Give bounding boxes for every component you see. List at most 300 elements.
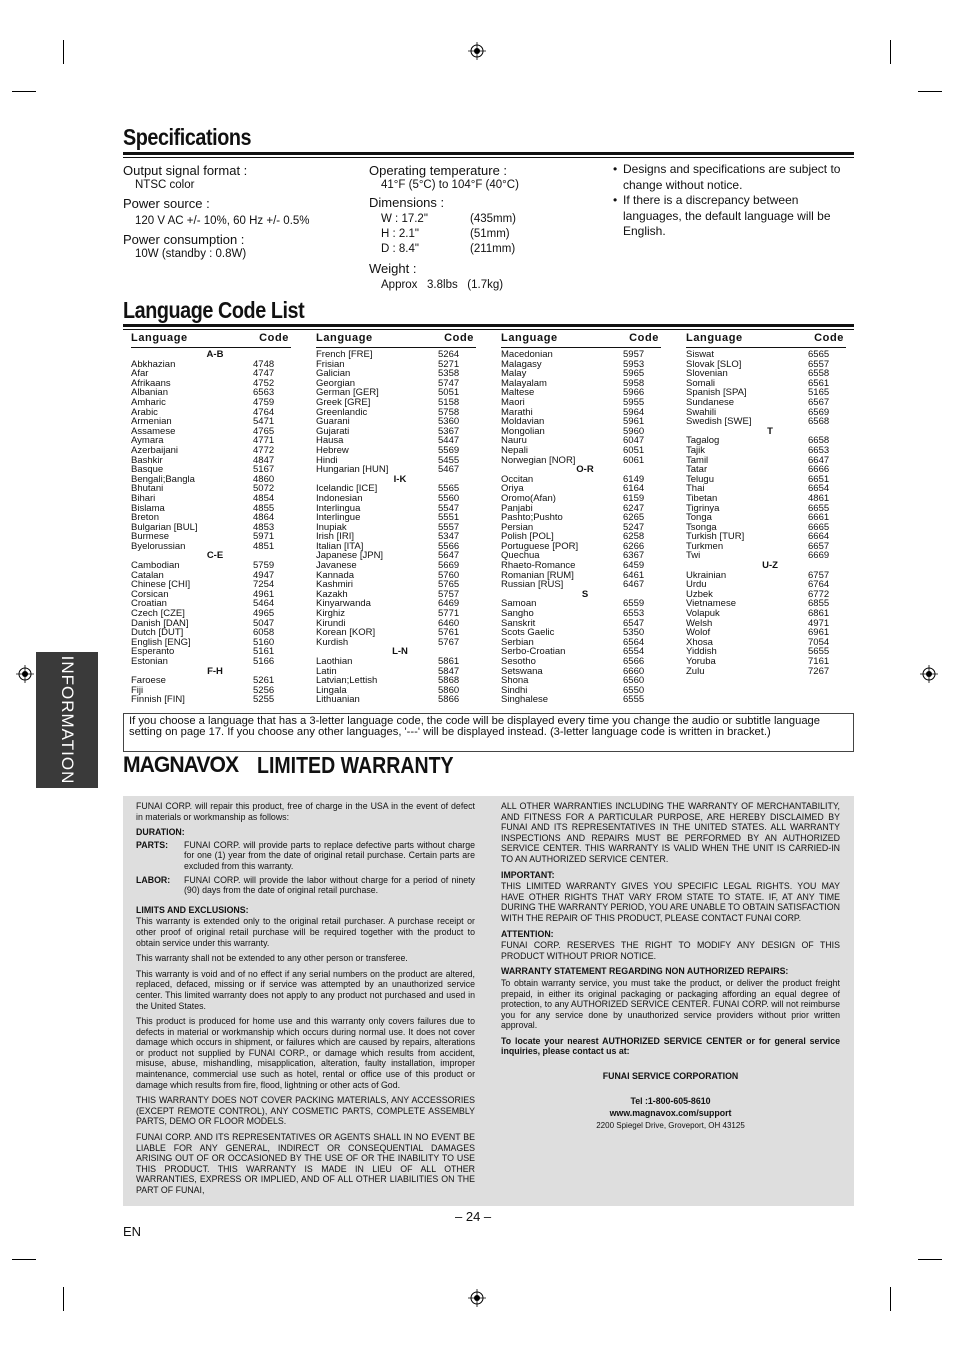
spec-note: • If there is a discrepancy between languages, the default language will be English. — [613, 193, 853, 240]
language-code: 4971 — [808, 617, 830, 629]
language-name: Armenian — [131, 416, 172, 428]
language-code: 5455 — [438, 454, 460, 466]
crop-mark — [63, 40, 64, 64]
language-code: 4847 — [253, 454, 275, 466]
language-code: 5367 — [438, 425, 460, 437]
language-name: Nauru — [501, 435, 527, 447]
language-row — [501, 580, 661, 590]
language-name: Serbo-Croatian — [501, 646, 566, 658]
language-code: 5866 — [438, 694, 460, 706]
language-section-header: L-N — [392, 646, 408, 658]
language-code: 5047 — [253, 617, 275, 629]
language-section-header: S — [581, 588, 589, 600]
language-code: 6554 — [623, 646, 645, 658]
language-name: Twi — [686, 550, 701, 562]
language-code: 5051 — [438, 387, 460, 399]
language-name: Yiddish — [686, 646, 717, 658]
language-name: Arabic — [131, 406, 158, 418]
language-code: 4748 — [253, 358, 275, 370]
output-signal-label: Output signal format : — [123, 163, 248, 178]
language-name: Irish [IRI] — [316, 531, 355, 543]
language-name: Siswat — [686, 349, 714, 360]
language-code: 6666 — [808, 464, 830, 476]
language-code: 6459 — [623, 560, 645, 572]
language-name: Ukrainian — [686, 569, 727, 581]
language-name: Bashkir — [131, 454, 163, 466]
language-name: Turkish [TUR] — [686, 531, 745, 543]
language-code: 6647 — [808, 454, 830, 466]
language-name: Panjabi — [501, 502, 533, 514]
language-name: Faroese — [131, 675, 166, 687]
language-code: 5767 — [438, 636, 460, 648]
language-name: Marathi — [501, 406, 533, 418]
language-code: 6265 — [623, 512, 645, 524]
language-section-header: C-E — [206, 550, 224, 562]
language-code: 6460 — [438, 617, 460, 629]
parts-row — [136, 840, 475, 872]
language-code: 6657 — [808, 540, 830, 552]
header-code: Code — [444, 332, 474, 344]
labor-label: LABOR: — [136, 874, 171, 885]
language-list-title: Language Code List — [123, 297, 305, 323]
language-code: 6061 — [623, 454, 645, 466]
language-name: Chinese [CHI] — [131, 579, 191, 591]
header-language: Language — [686, 332, 743, 344]
language-name: Setswana — [501, 665, 543, 677]
language-name: Japanese [JPN] — [316, 550, 384, 562]
language-name: Bihari — [131, 492, 156, 504]
language-name: Hungarian [HUN] — [316, 464, 389, 476]
language-name: Afrikaans — [131, 377, 171, 389]
language-name: Malagasy — [501, 358, 542, 370]
language-code: 5160 — [253, 636, 275, 648]
language-name: Fiji — [131, 684, 144, 696]
language-name: Catalan — [131, 569, 164, 581]
language-code: 7254 — [253, 579, 275, 591]
language-code: 5955 — [623, 396, 645, 408]
language-name: Sundanese — [686, 396, 735, 408]
language-code: 6560 — [623, 675, 645, 687]
weight-value: Approx 3.8lbs (1.7kg) — [381, 279, 504, 291]
language-code: 6559 — [623, 598, 645, 610]
header-language: Language — [316, 332, 373, 344]
language-code: 5765 — [438, 579, 460, 591]
language-name: Abkhazian — [131, 358, 176, 370]
dimension-metric: (435mm) — [470, 213, 517, 225]
language-code: 6550 — [623, 684, 645, 696]
language-code: 6655 — [808, 502, 830, 514]
language-code: 5271 — [438, 358, 460, 370]
wsnar-text: To obtain warranty service, you must take the product, or deliver the product freight prepaid, in either its original packaging or packaging affording an equal degree of protection, to any AUTHORIZED SERVICE CENTER. FUNAI CORP. will not reimburse you for any service done by unauthorized service providers without prior written approval. — [501, 977, 840, 1031]
side-tab-label: INFORMATION — [58, 655, 77, 785]
language-code: 6563 — [253, 387, 275, 399]
registration-mark-icon — [468, 42, 486, 60]
language-code: 5565 — [438, 483, 460, 495]
crop-mark — [918, 1259, 942, 1260]
language-code: 5247 — [623, 521, 645, 533]
language-section-header: A-B — [206, 349, 224, 360]
duration-label: DURATION: — [136, 827, 185, 838]
language-name: Burmese — [131, 531, 170, 543]
warranty-paragraph: This product is produced for home use and this warranty only covers failures due to defects in material or workmanship which occurs during normal use. It does not cover damage which occurs in shipment, or failures which are caused by repairs, alterations or product not supplied by FUNAI CORP., or damage which results from accident, misuse, abuse, mishandling, misapplication, alteration, faulty installation, improper maintenance, commercial use such as hotel, rental or office use of this product or damage which results from fire, flood, lightning or other acts of God. — [136, 1016, 475, 1090]
language-row — [131, 695, 291, 705]
warranty-paragraph: ALL OTHER WARRANTIES INCLUDING THE WARRANTY OF MERCHANTABILITY, AND FITNESS FOR A PARTICULAR PURPOSE, ARE HEREBY DISCLAIMED BY FUNAI AND ITS REPRESENTATIVES IN THE UNITED STATES. ALL WARRANTY INSPECTIONS AND REPAIRS MUST BE PERFORMED BY AN AUTHORIZED SERVICE CENTER. THIS WARRANTY IS VALID WHEN THE UNIT IS CARRIED-IN TO AN AUTHORIZED SERVICE CENTER. — [501, 801, 840, 864]
language-code: 5669 — [438, 560, 460, 572]
language-code: 5847 — [438, 665, 460, 677]
language-code: 4855 — [253, 502, 275, 514]
language-name: Lithuanian — [316, 694, 360, 706]
language-row — [686, 667, 846, 677]
language-name: Pashto;Pushto — [501, 512, 563, 524]
language-name: Croatian — [131, 598, 167, 610]
language-name: Basque — [131, 464, 164, 476]
language-name: Tatar — [686, 464, 708, 476]
language-name: English [ENG] — [131, 636, 191, 648]
language-code: 5447 — [438, 435, 460, 447]
language-table-header — [316, 334, 476, 348]
language-column — [131, 334, 291, 705]
language-name: Yoruba — [686, 656, 716, 667]
language-name: French [FRE] — [316, 349, 373, 360]
language-name: Slovenian — [686, 368, 728, 380]
language-code: 6047 — [623, 435, 645, 447]
labor-text: FUNAI CORP. will provide the labor without charge for a period of ninety (90) days from the date of original retail purchase. — [184, 874, 475, 896]
language-name: Kirundi — [316, 617, 346, 629]
language-code: 5958 — [623, 377, 645, 389]
language-code: 5647 — [438, 550, 460, 562]
language-code: 6651 — [808, 473, 830, 485]
information-side-tab — [36, 652, 98, 788]
language-code: 5566 — [438, 540, 460, 552]
language-code: 5261 — [253, 675, 275, 687]
language-code: 4747 — [253, 368, 275, 380]
language-name: Swahili — [686, 406, 717, 418]
language-code: 5161 — [253, 646, 275, 658]
language-code: 5467 — [438, 464, 460, 476]
language-name: Bengali;Bangla — [131, 473, 195, 485]
language-code: 6567 — [808, 396, 830, 408]
language-row — [501, 695, 661, 705]
language-code: 6569 — [808, 406, 830, 418]
title-rule — [123, 324, 854, 327]
language-code: 5760 — [438, 569, 460, 581]
language-name: Tibetan — [686, 492, 718, 504]
title-rule — [123, 152, 854, 155]
language-note: If you choose a language that has a 3-letter language code, the code will be displayed every time you change the audio or subtitle language setting on page 17. If you choose any other languages, '---' will be displayed instead. (3-letter language code is written in bracket.) — [129, 715, 820, 738]
weight-label: Weight : — [369, 261, 417, 276]
language-code: 5350 — [623, 627, 645, 639]
header-code: Code — [814, 332, 844, 344]
language-name: Bulgarian [BUL] — [131, 521, 198, 533]
warranty-paragraph: FUNAI CORP. AND ITS REPRESENTATIVES OR AGENTS SHALL IN NO EVENT BE LIABLE FOR ANY GENERAL, INDIRECT OR CONSEQUENTIAL DAMAGES ARISING OUT OF OR OCCASIONED BY THE USE OF OR THE INABILITY TO USE THIS PRODUCT. THIS WARRANTY IS MADE IN LIEU OF ALL OTHER WARRANTIES, EXPRESS OR IMPLIED, AND OF ALL OTHER LIABILITIES ON THE PART OF FUNAI, — [136, 1132, 475, 1195]
language-name: Urdu — [686, 579, 707, 591]
language-code: 6661 — [808, 512, 830, 524]
language-code: 4864 — [253, 512, 275, 524]
language-code: 5747 — [438, 377, 460, 389]
language-name: Volapuk — [686, 608, 720, 620]
dimensions-table — [369, 212, 519, 257]
language-name: Hindi — [316, 454, 338, 466]
language-name: Aymara — [131, 435, 164, 447]
language-note-box — [123, 713, 854, 752]
language-code: 4764 — [253, 406, 275, 418]
language-code: 7054 — [808, 636, 830, 648]
header-code: Code — [259, 332, 289, 344]
language-name: Shona — [501, 675, 529, 687]
language-section-header: U-Z — [762, 560, 778, 572]
power-consumption-value: 10W (standby : 0.8W) — [135, 248, 247, 260]
language-code: 4851 — [253, 540, 275, 552]
crop-mark — [890, 1287, 891, 1311]
language-name: Javanese — [316, 560, 357, 572]
language-code: 6467 — [623, 579, 645, 591]
language-name: Afar — [131, 368, 149, 380]
language-name: Kirghiz — [316, 608, 346, 620]
service-tel: Tel :1-800-605-8610 — [630, 1095, 711, 1106]
language-code: 4947 — [253, 569, 275, 581]
language-code: 4772 — [253, 444, 275, 456]
language-name: Rhaeto-Romance — [501, 560, 576, 572]
language-code: 6565 — [808, 349, 830, 360]
language-code: 5471 — [253, 416, 275, 428]
language-name: Malay — [501, 368, 527, 380]
language-code: 6764 — [808, 579, 830, 591]
page-number: – 24 – — [455, 1209, 492, 1224]
language-code: 4771 — [253, 435, 275, 447]
language-name: Kazakh — [316, 588, 348, 600]
language-code: 5759 — [253, 560, 275, 572]
language-name: Laothian — [316, 656, 353, 667]
language-code: 6961 — [808, 627, 830, 639]
language-code: 6561 — [808, 377, 830, 389]
language-code: 5547 — [438, 502, 460, 514]
language-name: Guarani — [316, 416, 350, 428]
title-rule — [123, 157, 854, 158]
language-name: Kannada — [316, 569, 355, 581]
spec-column-left — [123, 163, 310, 262]
language-code: 5861 — [438, 656, 460, 667]
language-code: 5953 — [623, 358, 645, 370]
language-code: 5347 — [438, 531, 460, 543]
language-code: 6547 — [623, 617, 645, 629]
language-code: 5264 — [438, 349, 460, 360]
warranty-left-column — [136, 801, 475, 1201]
language-name: Breton — [131, 512, 159, 524]
language-name: Corsican — [131, 588, 169, 600]
language-name: Portuguese [POR] — [501, 540, 579, 552]
language-name: Interlingua — [316, 502, 361, 514]
language-name: Telugu — [686, 473, 714, 485]
crop-mark — [63, 1287, 64, 1311]
language-name: German [GER] — [316, 387, 379, 399]
language-name: Romanian [RUM] — [501, 569, 574, 581]
language-code: 6159 — [623, 492, 645, 504]
language-code: 5966 — [623, 387, 645, 399]
parts-text: FUNAI CORP. will provide parts to replace defective parts without charge for one (1) year from the date of original retail purchase. Certain parts are excluded from this warranty. — [184, 839, 475, 871]
important-text: THIS LIMITED WARRANTY GIVES YOU SPECIFIC LEGAL RIGHTS. YOU MAY HAVE OTHER RIGHTS THAT VARY FROM STATE TO STATE. IF, AT ANY TIME DURING THE WARRANTY PERIOD, YOU ARE UNABLE TO OBTAIN SATISFACTION WITH THE REPAIR OF THIS PRODUCT, PLEASE CONTACT FUNAI CORP. — [501, 881, 840, 923]
language-name: Cambodian — [131, 560, 180, 572]
language-name: Samoan — [501, 598, 537, 610]
language-code: 6461 — [623, 569, 645, 581]
specifications-title: Specifications — [123, 124, 252, 150]
language-code: 5165 — [808, 387, 830, 399]
language-code: 6555 — [623, 694, 645, 706]
language-table-header — [131, 334, 291, 348]
language-name: Lingala — [316, 684, 347, 696]
power-source-label: Power source : — [123, 196, 210, 211]
language-section-header: I-K — [393, 473, 407, 485]
attention-label: ATTENTION: — [501, 928, 554, 939]
language-code: 5158 — [438, 396, 460, 408]
language-code: 5868 — [438, 675, 460, 687]
language-name: Bislama — [131, 502, 165, 514]
language-name: Frisian — [316, 358, 345, 370]
warranty-paragraph: This warranty is extended only to the original retail purchaser. A purchase receipt or other proof of original retail purchase will be required together with the product to obtain service under this warranty. — [136, 916, 475, 948]
language-name: Dutch [DUT] — [131, 627, 184, 639]
language-code: 6855 — [808, 598, 830, 610]
language-code: 6164 — [623, 483, 645, 495]
registration-mark-icon — [468, 1289, 486, 1307]
language-code: 4965 — [253, 608, 275, 620]
language-code: 6367 — [623, 550, 645, 562]
power-consumption-label: Power consumption : — [123, 232, 245, 247]
language-code: 5758 — [438, 406, 460, 418]
crop-mark — [12, 1259, 36, 1260]
language-name: Latvian;Lettish — [316, 675, 378, 687]
language-code: 5860 — [438, 684, 460, 696]
language-name: Tigrinya — [686, 502, 720, 514]
language-name: Czech [CZE] — [131, 608, 185, 620]
language-code: 5072 — [253, 483, 275, 495]
language-name: Xhosa — [686, 636, 713, 648]
language-code: 5964 — [623, 406, 645, 418]
language-name: Kinyarwanda — [316, 598, 371, 610]
language-code: 5971 — [253, 531, 275, 543]
language-code: 4759 — [253, 396, 275, 408]
language-code: 5255 — [253, 694, 275, 706]
language-section-header: O-R — [576, 464, 594, 476]
attention-text: FUNAI CORP. RESERVES THE RIGHT TO MODIFY ANY DESIGN OF THIS PRODUCT WITHOUT PRIOR NOTICE. — [501, 940, 840, 961]
language-name: Scots Gaelic — [501, 627, 555, 639]
warranty-intro: FUNAI CORP. will repair this product, free of charge in the USA in the event of defect in materials or workmanship as follows: — [136, 801, 475, 822]
crop-mark — [12, 91, 36, 92]
language-code: 6051 — [623, 444, 645, 456]
language-code: 4854 — [253, 492, 275, 504]
language-name: Esperanto — [131, 646, 175, 658]
language-code: 5771 — [438, 608, 460, 620]
spec-note: • Designs and specifications are subject to change without notice. — [613, 162, 853, 193]
language-name: Gujarati — [316, 425, 350, 437]
language-name: Amharic — [131, 396, 166, 408]
language-name: Estonian — [131, 656, 168, 667]
op-temp-value: 41°F (5°C) to 104°F (40°C) — [381, 179, 519, 191]
warranty-paragraph: THIS WARRANTY DOES NOT COVER PACKING MATERIALS, ANY ACCESSORIES (EXCEPT REMOTE CONTROL), ANY COSMETIC PARTS, COMPLETE ASSEMBLY PARTS, DEMO OR FLOOR MODELS. — [136, 1095, 475, 1127]
language-name: Albanian — [131, 387, 168, 399]
language-name: Nepali — [501, 444, 528, 456]
language-name: Finnish [FIN] — [131, 694, 185, 706]
language-mark: EN — [123, 1224, 142, 1239]
op-temp-label: Operating temperature : — [369, 163, 508, 178]
language-name: Quechua — [501, 550, 540, 562]
language-code: 5569 — [438, 444, 460, 456]
language-name: Byelorussian — [131, 540, 186, 552]
magnavox-logo: MAGNAVOX — [123, 752, 239, 777]
language-name: Norwegian [NOR] — [501, 454, 576, 466]
language-code: 5655 — [808, 646, 830, 658]
language-name: Oriya — [501, 483, 524, 495]
language-name: Kashmiri — [316, 579, 353, 591]
language-name: Korean [KOR] — [316, 627, 376, 639]
language-code: 6266 — [623, 540, 645, 552]
language-code: 6553 — [623, 608, 645, 620]
language-name: Slovak [SLO] — [686, 358, 742, 370]
language-name: Maltese — [501, 387, 535, 399]
language-code: 6861 — [808, 608, 830, 620]
language-code: 6149 — [623, 473, 645, 485]
language-table-header — [686, 334, 846, 348]
language-name: Mongolian — [501, 425, 545, 437]
language-name: Tajik — [686, 444, 706, 456]
language-code: 6772 — [808, 588, 830, 600]
language-table-header — [501, 334, 661, 348]
language-code: 6557 — [808, 358, 830, 370]
language-name: Tamil — [686, 454, 709, 466]
spec-column-middle — [369, 163, 519, 293]
language-code: 4765 — [253, 425, 275, 437]
language-name: Hebrew — [316, 444, 349, 456]
header-language: Language — [131, 332, 188, 344]
language-name: Thai — [686, 483, 705, 495]
language-code: 7267 — [808, 665, 830, 677]
language-code: 5557 — [438, 521, 460, 533]
service-web: www.magnavox.com/support — [609, 1108, 732, 1119]
language-name: Georgian — [316, 377, 356, 389]
language-name: Interlingue — [316, 512, 361, 524]
language-name: Moldavian — [501, 416, 545, 428]
important-label: IMPORTANT: — [501, 869, 555, 880]
registration-mark-icon — [920, 665, 938, 683]
language-name: Latin — [316, 665, 337, 677]
language-code: 6658 — [808, 435, 830, 447]
language-code: 5761 — [438, 627, 460, 639]
language-name: Persian — [501, 521, 534, 533]
wsnar-label: WARRANTY STATEMENT REGARDING NON AUTHORIZED REPAIRS: — [501, 966, 789, 977]
crop-mark — [890, 40, 891, 64]
dimension-axis: D : 8.4" — [381, 243, 419, 255]
language-code: 6469 — [438, 598, 460, 610]
language-code: 6058 — [253, 627, 275, 639]
language-name: Macedonian — [501, 349, 553, 360]
language-code: 4861 — [808, 492, 830, 504]
language-code: 5961 — [623, 416, 645, 428]
registration-mark-icon — [16, 665, 34, 683]
language-name: Vietnamese — [686, 598, 736, 610]
dimension-axis: W : 17.2" — [381, 213, 428, 225]
language-name: Sangho — [501, 608, 534, 620]
limits-label: LIMITS AND EXCLUSIONS: — [136, 904, 249, 915]
language-name: Tonga — [686, 512, 712, 524]
language-name: Bhutani — [131, 483, 164, 495]
language-name: Occitan — [501, 473, 534, 485]
language-code: 6669 — [808, 550, 830, 562]
language-row — [316, 695, 476, 705]
language-name: Hausa — [316, 435, 344, 447]
language-name: Danish [DAN] — [131, 617, 189, 629]
language-name: Sindhi — [501, 684, 528, 696]
language-code: 6654 — [808, 483, 830, 495]
language-code: 6258 — [623, 531, 645, 543]
language-name: Serbian — [501, 636, 534, 648]
